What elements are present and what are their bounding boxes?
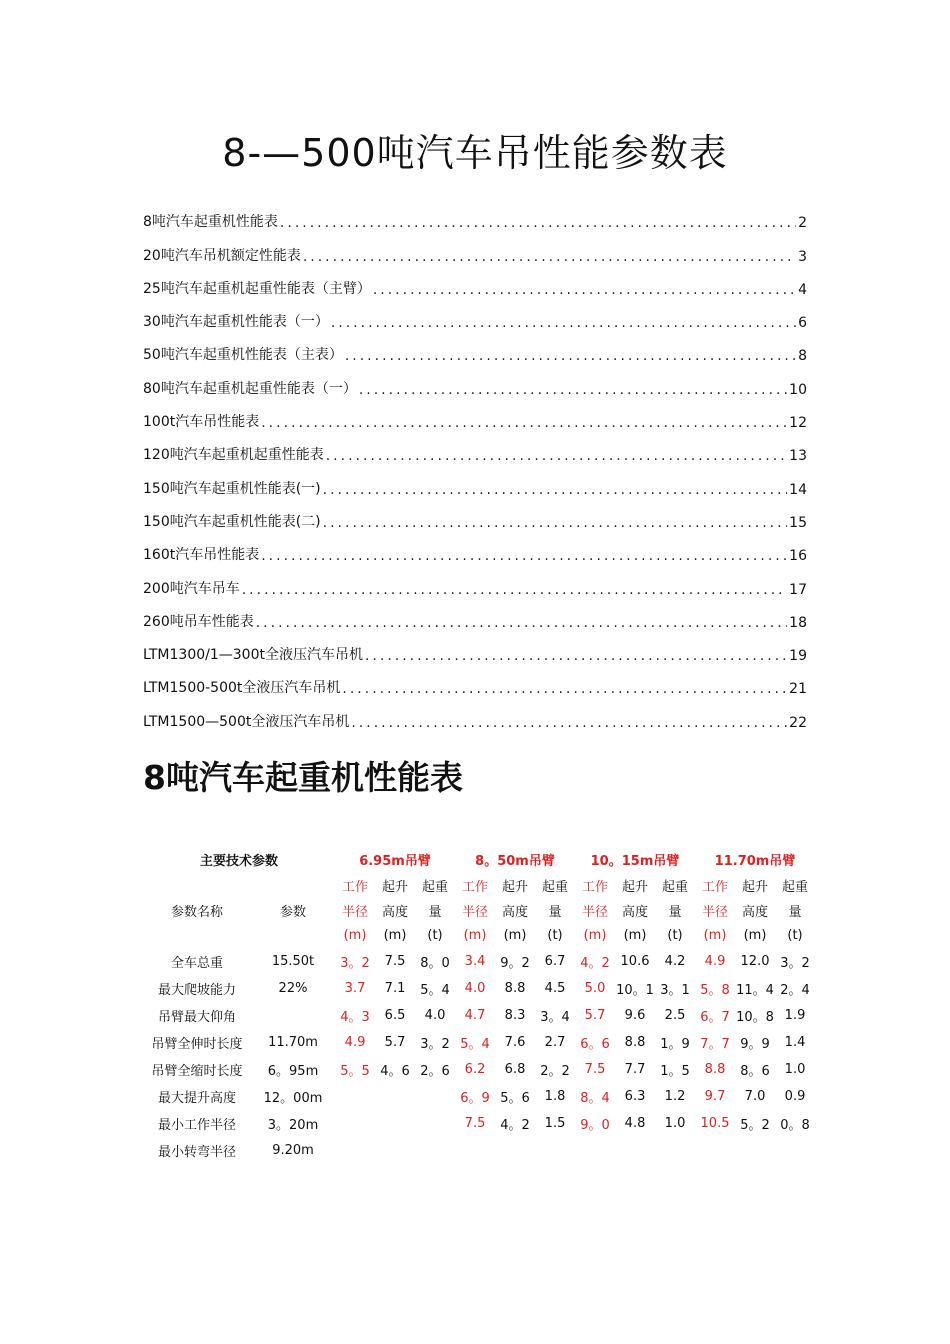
param-value-header: 参数 — [280, 905, 307, 920]
toc-entry[interactable] — [143, 664, 807, 697]
table-cell: 12.0 — [740, 954, 770, 969]
table-cell — [375, 1137, 415, 1164]
column-subheader: (m) — [383, 928, 407, 943]
table-cell: 4.7 — [464, 1008, 486, 1023]
column-subheader: 起重 — [422, 880, 449, 895]
toc-entry-label: 8吨汽车起重机性能表 — [143, 214, 278, 231]
column-subheader: (m) — [343, 928, 367, 943]
table-cell: 10。1 — [616, 983, 654, 998]
table-cell: 8。0 — [420, 956, 450, 971]
table-cell: 4.0 — [464, 981, 486, 996]
table-cell — [615, 1137, 655, 1164]
toc-page-number: 22 — [789, 714, 807, 731]
column-subheader: (m) — [743, 928, 767, 943]
toc-dot-leader — [359, 382, 787, 398]
toc-dot-leader — [331, 315, 796, 331]
table-cell — [335, 1083, 375, 1110]
param-value — [251, 1002, 335, 1029]
table-cell: 4。3 — [340, 1010, 370, 1025]
toc-entry[interactable] — [143, 564, 807, 597]
column-subheader: 起重 — [782, 880, 809, 895]
table-cell: 1.4 — [784, 1035, 806, 1050]
table-cell — [415, 1083, 455, 1110]
toc-dot-leader — [373, 282, 796, 298]
toc-entry-label: 25吨汽车起重机起重性能表（主臂） — [143, 280, 371, 297]
table-cell — [535, 1137, 575, 1164]
table-cell: 3。2 — [420, 1037, 450, 1052]
column-subheader: 半径 — [702, 905, 729, 920]
toc-dot-leader — [365, 648, 787, 664]
table-cell — [735, 1137, 775, 1164]
table-cell: 8。6 — [740, 1064, 770, 1079]
toc-dot-leader — [345, 348, 796, 364]
table-row — [143, 1029, 815, 1056]
column-subheader: 高度 — [502, 905, 529, 920]
table-row — [143, 975, 815, 1002]
table-cell: 7.7 — [624, 1062, 646, 1077]
table-cell: 0.9 — [784, 1089, 806, 1104]
table-cell: 9。9 — [740, 1037, 770, 1052]
table-cell: 5。4 — [460, 1037, 490, 1052]
param-value: 6。95m — [267, 1064, 319, 1079]
table-cell: 6。6 — [580, 1037, 610, 1052]
table-cell — [335, 1137, 375, 1164]
toc-dot-leader — [303, 249, 796, 265]
table-cell: 1。5 — [660, 1064, 690, 1079]
toc-dot-leader — [326, 448, 787, 464]
table-cell — [335, 1110, 375, 1137]
toc-dot-leader — [351, 715, 787, 731]
table-cell: 11。4 — [736, 983, 774, 998]
table-cell: 7。7 — [700, 1037, 730, 1052]
main-header: 主要技术参数 — [200, 854, 279, 869]
table-cell: 3.4 — [464, 954, 486, 969]
toc-entry[interactable] — [143, 364, 807, 397]
table-cell: 5。5 — [340, 1064, 370, 1079]
table-cell: 10。8 — [736, 1010, 774, 1025]
table-cell: 10.5 — [700, 1116, 730, 1131]
table-cell — [375, 1083, 415, 1110]
column-subheader: 工作 — [702, 880, 729, 895]
table-cell: 2.5 — [664, 1008, 686, 1023]
column-subheader: (t) — [427, 928, 443, 943]
table-cell: 1.9 — [784, 1008, 806, 1023]
table-cell: 5.7 — [584, 1008, 606, 1023]
table-cell: 3。4 — [540, 1010, 570, 1025]
toc-dot-leader — [256, 615, 787, 631]
table-cell: 9.6 — [624, 1008, 646, 1023]
toc-page-number: 15 — [789, 514, 807, 531]
toc-entry[interactable] — [143, 231, 807, 264]
toc-entry[interactable] — [143, 598, 807, 631]
param-value: 3。20m — [267, 1118, 319, 1133]
table-row — [143, 1056, 815, 1083]
table-cell: 1.5 — [544, 1116, 566, 1131]
toc-entry-label: LTM1300/1—300t全液压汽车吊机 — [143, 647, 363, 664]
table-cell: 6.7 — [544, 954, 566, 969]
column-subheader: 起升 — [622, 880, 649, 895]
table-cell: 1.0 — [784, 1062, 806, 1077]
column-subheader: 量 — [428, 905, 442, 920]
table-cell — [655, 1137, 695, 1164]
column-subheader: 高度 — [382, 905, 409, 920]
toc-entry-label: 50吨汽车起重机性能表（主表） — [143, 347, 343, 364]
toc-entry[interactable] — [143, 697, 807, 730]
toc-page-number: 10 — [789, 381, 807, 398]
param-name: 最大提升高度 — [157, 1091, 236, 1106]
table-cell: 1.0 — [664, 1116, 686, 1131]
toc-entry[interactable] — [143, 265, 807, 298]
toc-page-number: 12 — [789, 415, 807, 432]
table-cell: 3。1 — [660, 983, 690, 998]
table-cell: 8。4 — [580, 1091, 610, 1106]
column-subheader: (m) — [463, 928, 487, 943]
table-cell: 4.2 — [664, 954, 686, 969]
toc-page-number: 17 — [789, 581, 807, 598]
column-subheader: 工作 — [462, 880, 489, 895]
table-cell: 4.9 — [344, 1035, 366, 1050]
toc-page-number: 2 — [798, 215, 807, 232]
column-subheader: (m) — [703, 928, 727, 943]
table-cell: 7.0 — [744, 1089, 766, 1104]
toc-entry[interactable] — [143, 464, 807, 497]
table-cell: 8.3 — [504, 1008, 526, 1023]
spacer-cell — [251, 873, 335, 898]
column-subheader: 起升 — [502, 880, 529, 895]
param-name-header: 参数名称 — [170, 905, 223, 920]
param-value: 15.50t — [271, 954, 315, 969]
table-cell: 8.8 — [704, 1062, 726, 1077]
table-row — [143, 1137, 815, 1164]
column-subheader: 半径 — [582, 905, 609, 920]
table-cell: 7.5 — [384, 954, 406, 969]
table-cell: 3.7 — [344, 981, 366, 996]
toc-dot-leader — [323, 515, 788, 531]
toc-entry[interactable] — [143, 531, 807, 564]
column-subheader: 半径 — [342, 905, 369, 920]
boom-header: 10。15m吊臂 — [590, 854, 680, 869]
boom-header: 6.95m吊臂 — [359, 854, 431, 869]
column-subheader: 工作 — [582, 880, 609, 895]
table-cell: 9。0 — [580, 1118, 610, 1133]
toc-page-number: 4 — [798, 281, 807, 298]
param-name: 最大爬坡能力 — [157, 983, 236, 998]
table-cell: 5。8 — [700, 983, 730, 998]
table-cell: 3。2 — [780, 956, 810, 971]
table-cell — [495, 1137, 535, 1164]
column-subheader: 量 — [788, 905, 802, 920]
column-subheader: (t) — [787, 928, 803, 943]
param-name: 吊臂最大仰角 — [157, 1010, 236, 1025]
table-cell: 4.8 — [624, 1116, 646, 1131]
table-cell: 6.2 — [464, 1062, 486, 1077]
param-name: 最小工作半径 — [157, 1118, 236, 1133]
table-row — [143, 1110, 815, 1137]
table-cell: 6.5 — [384, 1008, 406, 1023]
column-subheader: (m) — [623, 928, 647, 943]
table-cell: 2。4 — [780, 983, 810, 998]
table-cell: 6.8 — [504, 1062, 526, 1077]
toc-dot-leader — [261, 415, 787, 431]
table-cell: 4.9 — [704, 954, 726, 969]
param-value: 11.70m — [268, 1035, 318, 1050]
table-cell: 2。6 — [420, 1064, 450, 1079]
toc-page-number: 16 — [789, 548, 807, 565]
table-cell: 7.1 — [384, 981, 406, 996]
table-cell: 5。6 — [500, 1091, 530, 1106]
toc-dot-leader — [323, 482, 788, 498]
table-cell: 5。4 — [420, 983, 450, 998]
toc-page-number: 21 — [789, 681, 807, 698]
table-of-contents — [143, 198, 807, 731]
table-cell: 2。2 — [540, 1064, 570, 1079]
table-cell: 6。9 — [460, 1091, 490, 1106]
table-cell: 1。9 — [660, 1037, 690, 1052]
toc-entry[interactable] — [143, 298, 807, 331]
toc-entry-label: 150吨汽车起重机性能表(一) — [143, 480, 321, 497]
table-cell: 8.8 — [504, 981, 526, 996]
column-subheader: 量 — [548, 905, 562, 920]
table-cell: 7.5 — [464, 1116, 486, 1131]
column-subheader: (t) — [547, 928, 563, 943]
table-cell: 5。2 — [740, 1118, 770, 1133]
table-cell — [775, 1137, 815, 1164]
table-cell: 4。6 — [380, 1064, 410, 1079]
boom-header: 11.70m吊臂 — [714, 854, 796, 869]
toc-page-number: 13 — [789, 448, 807, 465]
toc-entry[interactable] — [143, 331, 807, 364]
param-name: 吊臂全伸时长度 — [151, 1037, 243, 1052]
column-subheader: 量 — [668, 905, 682, 920]
toc-entry-label: 100t汽车吊性能表 — [143, 414, 260, 431]
crane-spec-table — [143, 846, 815, 1164]
column-subheader: 高度 — [742, 905, 769, 920]
toc-page-number: 8 — [798, 348, 807, 365]
table-cell — [695, 1137, 735, 1164]
column-subheader: 工作 — [342, 880, 369, 895]
param-name: 全车总重 — [170, 956, 223, 971]
table-cell: 1.2 — [664, 1089, 686, 1104]
table-cell: 6.3 — [624, 1089, 646, 1104]
toc-entry[interactable] — [143, 631, 807, 664]
toc-entry[interactable] — [143, 398, 807, 431]
toc-entry-label: 260吨吊车性能表 — [143, 613, 254, 630]
toc-dot-leader — [280, 215, 796, 231]
toc-entry[interactable] — [143, 198, 807, 231]
table-row — [143, 1083, 815, 1110]
table-cell — [575, 1137, 615, 1164]
table-cell: 4.5 — [544, 981, 566, 996]
toc-entry-label: 200吨汽车吊车 — [143, 580, 240, 597]
toc-entry-label: 160t汽车吊性能表 — [143, 547, 260, 564]
toc-page-number: 19 — [789, 648, 807, 665]
table-cell: 6。7 — [700, 1010, 730, 1025]
table-row — [143, 948, 815, 975]
column-subheader: 半径 — [462, 905, 489, 920]
column-subheader: 起重 — [662, 880, 689, 895]
table-cell: 7.5 — [584, 1062, 606, 1077]
table-cell: 1.8 — [544, 1089, 566, 1104]
table-cell: 10.6 — [620, 954, 650, 969]
toc-entry-label: LTM1500—500t全液压汽车吊机 — [143, 713, 350, 730]
table-cell — [415, 1110, 455, 1137]
table-cell: 4。2 — [580, 956, 610, 971]
table-cell: 9.7 — [704, 1089, 726, 1104]
toc-entry[interactable] — [143, 431, 807, 464]
column-subheader: (t) — [667, 928, 683, 943]
column-subheader: (m) — [583, 928, 607, 943]
toc-entry-label: 150吨汽车起重机性能表(二) — [143, 513, 321, 530]
table-cell — [455, 1137, 495, 1164]
table-cell: 5.0 — [584, 981, 606, 996]
param-value: 12。00m — [263, 1091, 323, 1106]
toc-entry-label: LTM1500-500t全液压汽车吊机 — [143, 680, 341, 697]
table-cell: 5.7 — [384, 1035, 406, 1050]
table-row — [143, 1002, 815, 1029]
toc-page-number: 3 — [798, 248, 807, 265]
spacer-cell — [251, 923, 335, 948]
spacer-cell — [143, 873, 251, 898]
toc-entry-label: 80吨汽车起重机起重性能表（一） — [143, 380, 357, 397]
toc-dot-leader — [242, 582, 787, 598]
toc-dot-leader — [261, 548, 787, 564]
column-subheader: 高度 — [622, 905, 649, 920]
param-name: 吊臂全缩时长度 — [151, 1064, 243, 1079]
column-subheader: 起重 — [542, 880, 569, 895]
column-subheader: (m) — [503, 928, 527, 943]
toc-entry-label: 30吨汽车起重机性能表（一） — [143, 314, 329, 331]
document-title: 8-—500吨汽车吊性能参数表 — [222, 131, 728, 175]
table-cell: 7.6 — [504, 1035, 526, 1050]
toc-page-number: 18 — [789, 614, 807, 631]
table-cell: 4.0 — [424, 1008, 446, 1023]
toc-page-number: 6 — [798, 315, 807, 332]
table-cell — [375, 1110, 415, 1137]
toc-dot-leader — [342, 681, 787, 697]
param-name: 最小转弯半径 — [157, 1145, 236, 1160]
table-cell: 2.7 — [544, 1035, 566, 1050]
table-cell — [415, 1137, 455, 1164]
boom-header: 8。50m吊臂 — [475, 854, 555, 869]
spacer-cell — [143, 923, 251, 948]
toc-entry-label: 20吨汽车吊机额定性能表 — [143, 247, 301, 264]
param-value: 22% — [278, 981, 308, 996]
table-cell: 8.8 — [624, 1035, 646, 1050]
table-cell: 3。2 — [340, 956, 370, 971]
column-subheader: 起升 — [742, 880, 769, 895]
section-title: 8吨汽车起重机性能表 — [143, 758, 463, 797]
toc-entry-label: 120吨汽车起重机起重性能表 — [143, 447, 324, 464]
table-cell: 9。2 — [500, 956, 530, 971]
column-subheader: 起升 — [382, 880, 409, 895]
table-cell: 4。2 — [500, 1118, 530, 1133]
toc-entry[interactable] — [143, 498, 807, 531]
table-cell: 0。8 — [780, 1118, 810, 1133]
toc-page-number: 14 — [789, 481, 807, 498]
param-value: 9.20m — [272, 1143, 314, 1158]
